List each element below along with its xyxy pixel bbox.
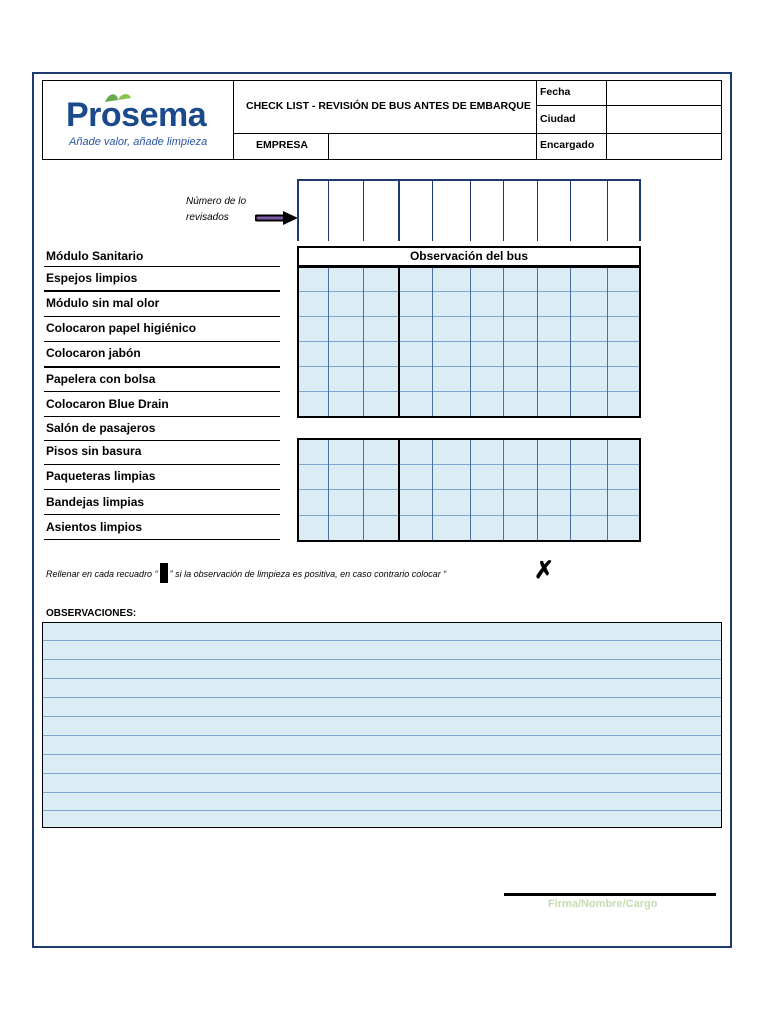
numero-label-1: Número de lo <box>186 196 247 207</box>
item-papel: Colocaron papel higiénico <box>46 321 197 335</box>
section-sanitario-title: Módulo Sanitario <box>46 249 144 263</box>
signature-line[interactable] <box>504 893 716 896</box>
item-papelera: Papelera con bolsa <box>46 372 156 386</box>
item-bandejas: Bandejas limpias <box>46 495 145 509</box>
checklist-grid-sanitario[interactable] <box>297 266 641 418</box>
legend-part1: Rellenar en cada recuadro “ <box>46 569 158 579</box>
item-paqueteras: Paqueteras limpias <box>46 469 156 483</box>
check-mark-icon <box>160 563 168 583</box>
checklist-grid-pasajeros[interactable] <box>297 438 641 542</box>
empresa-label: EMPRESA <box>256 139 308 151</box>
encargado-label: Encargado <box>540 139 595 151</box>
encargado-field[interactable] <box>606 133 722 160</box>
empresa-field[interactable] <box>328 133 537 160</box>
fecha-field[interactable] <box>606 80 722 106</box>
section-pasajeros-title: Salón de pasajeros <box>46 421 156 435</box>
logo-brand: Prosema <box>66 96 207 134</box>
logo-tagline: Añade valor, añade limpieza <box>69 136 208 148</box>
legend-part2: ” si la observación de limpieza es positiva, en caso contrario colocar “ <box>169 569 447 579</box>
form-title: CHECK LIST - REVISIÓN DE BUS ANTES DE EMBARQUE <box>246 100 531 112</box>
x-mark-icon: ✗ <box>534 557 555 584</box>
fecha-label: Fecha <box>540 86 571 98</box>
item-blue-drain: Colocaron Blue Drain <box>46 397 169 411</box>
numero-label-2: revisados <box>186 212 229 223</box>
observacion-header: Observación del bus <box>297 246 641 267</box>
legend-text <box>46 563 446 583</box>
ciudad-field[interactable] <box>606 105 722 134</box>
item-espejos: Espejos limpios <box>46 271 138 285</box>
bus-number-row[interactable] <box>297 179 641 241</box>
observaciones-area[interactable] <box>42 622 722 828</box>
item-asientos: Asientos limpios <box>46 520 143 534</box>
signature-label: Firma/Nombre/Cargo <box>548 898 658 910</box>
item-mal-olor: Módulo sin mal olor <box>46 296 160 310</box>
observaciones-title: OBSERVACIONES: <box>46 608 137 619</box>
item-pisos: Pisos sin basura <box>46 444 142 458</box>
item-jabon: Colocaron jabón <box>46 346 141 360</box>
ciudad-label: Ciudad <box>540 113 576 125</box>
arrow-right-icon <box>255 208 301 228</box>
